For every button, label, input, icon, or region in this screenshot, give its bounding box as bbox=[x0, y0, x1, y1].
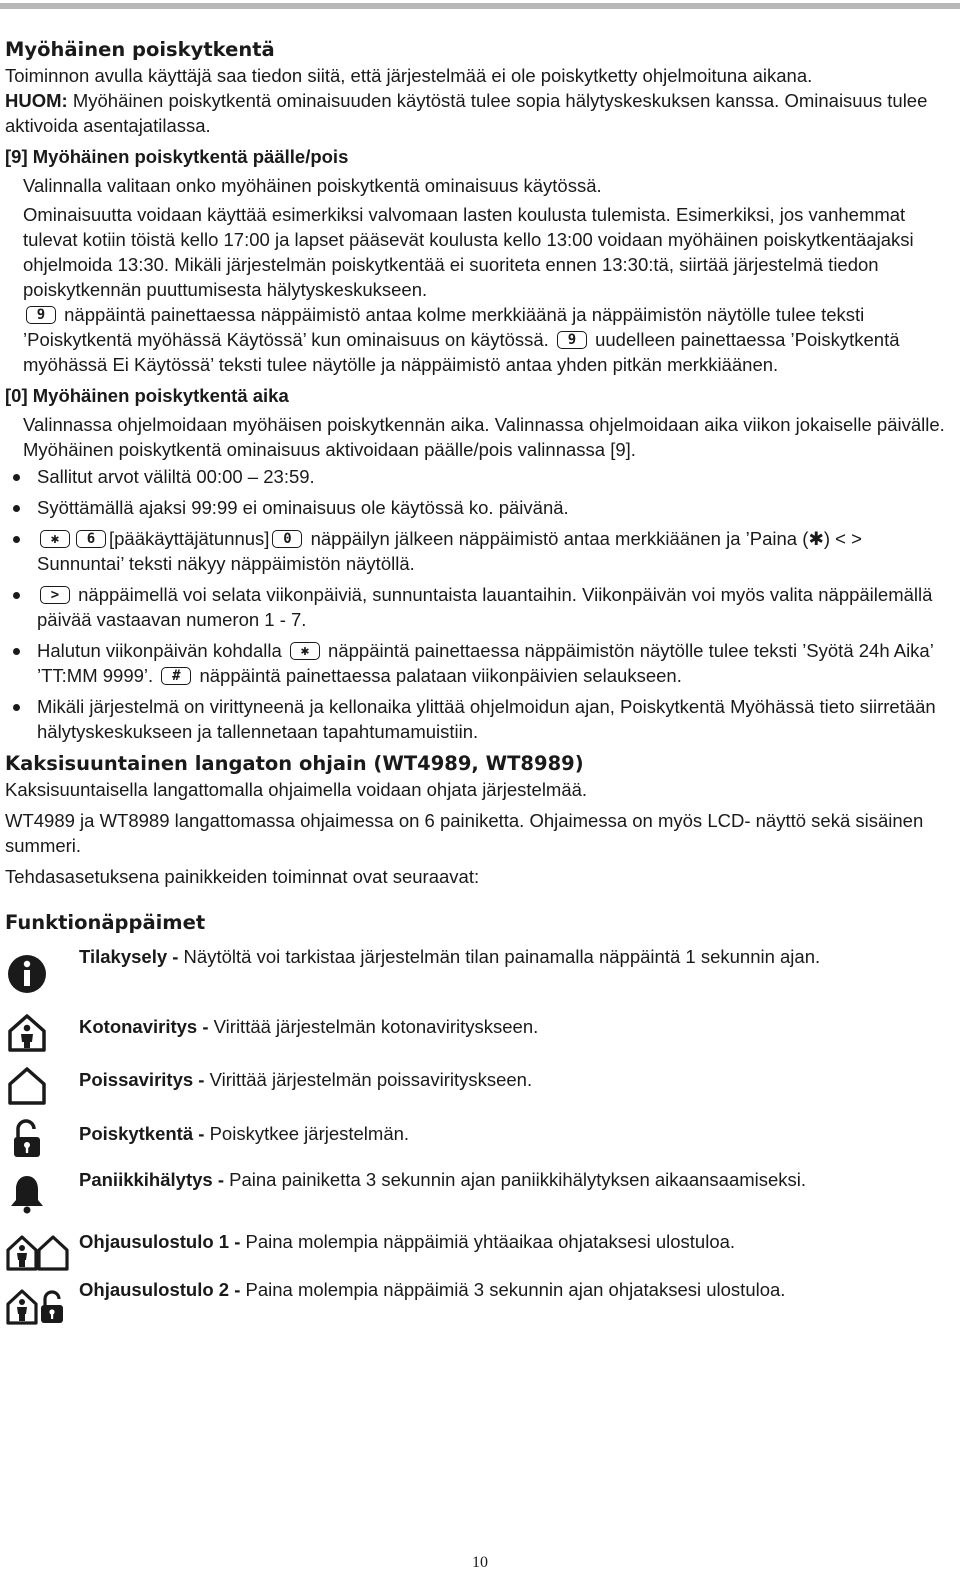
function-key-row bbox=[5, 944, 950, 1014]
away-arm-icon bbox=[5, 1063, 49, 1107]
bullet-icon bbox=[13, 536, 20, 543]
function-key-desc: Paina molempia näppäimiä 3 sekunnin ajan ohjataksesi ulostuloa. bbox=[240, 1279, 786, 1300]
note-paragraph bbox=[5, 88, 950, 138]
bullet-icon bbox=[13, 592, 20, 599]
function-key-row bbox=[5, 1167, 950, 1229]
key-9-icon: 9 bbox=[557, 331, 587, 349]
top-rule bbox=[0, 3, 960, 9]
function-key-desc: Virittää järjestelmän poissavirityskseen. bbox=[204, 1069, 533, 1090]
function-key-desc: Näytöltä voi tarkistaa järjestelmän tilan painamalla näppäintä 1 sekunnin ajan. bbox=[178, 946, 821, 967]
section-title-wireless-key: Kaksisuuntainen langaton ohjain (WT4989, WT8989) bbox=[5, 752, 584, 775]
function-key-name: Paniikkihälytys - bbox=[79, 1169, 224, 1190]
panic-icon bbox=[5, 1171, 49, 1215]
bullet-text: Halutun viikonpäivän kohdalla bbox=[37, 640, 287, 661]
wireless-paragraph-3: Tehdasasetuksena painikkeiden toiminnat ovat seuraavat: bbox=[5, 866, 480, 887]
function-key-row bbox=[5, 1121, 950, 1167]
function-key-text bbox=[79, 1229, 891, 1254]
key-hash-icon: # bbox=[161, 667, 191, 685]
wireless-paragraph-2: WT4989 ja WT8989 langattomassa ohjaimessa on 6 painiketta. Ohjaimessa on myös LCD- näyttö sekä sisäinen summeri. bbox=[5, 810, 924, 856]
note-text: Myöhäinen poiskytkentä ominaisuuden käytöstä tulee sopia hälytyskeskuksen kanssa. Ominaisuus tulee aktivoida asentajatilassa. bbox=[5, 90, 928, 136]
function-key-desc: Paina molempia näppäimiä yhtäaikaa ohjataksesi ulostuloa. bbox=[240, 1231, 736, 1252]
bullet-text: Mikäli järjestelmä on virittyneenä ja kellonaika ylittää ohjelmoidun ajan, Poiskytkentä Myöhässä tieto siirretään hälytyskeskukseen ja tallennetaan tapahtumamuistiin. bbox=[37, 696, 936, 742]
bullet-text: näppäintä painettaessa näppäimistön näytölle tulee teksti ’Syötä 24h Aika’ ’TT:MM 9999’. bbox=[37, 640, 934, 686]
function-key-text bbox=[79, 1067, 891, 1092]
stay-arm-icon bbox=[5, 1010, 49, 1054]
function-key-name: Tilakysely - bbox=[79, 946, 179, 967]
option-9-p3-text-b: uudelleen painettaessa ’Poiskytkentä myöhässä Ei Käytössä’ teksti tulee näytölle ja näppäimistö antaa yhden pitkän merkkiäänen. bbox=[23, 329, 900, 375]
function-key-text bbox=[79, 1277, 891, 1302]
function-key-name: Poiskytkentä - bbox=[79, 1123, 205, 1144]
key-6-icon: 6 bbox=[76, 530, 106, 548]
bullet-text: Syöttämällä ajaksi 99:99 ei ominaisuus ole käytössä ko. päivänä. bbox=[37, 497, 569, 518]
option-9-paragraph-2: Ominaisuutta voidaan käyttää esimerkiksi valvomaan lasten koulusta tulemista. Esimerkiksi, jos vanhemmat tulevat kotiin töistä kello 17:00 ja lapset pääsevät koulusta kello 13:00 voidaan myöhäinen poiskytkentäajaksi ohjelmoida 13:30. Mikäli järjestelmän poiskytkentää ei suoriteta ennen 13:30:tä, siirtää järjestelmä tiedon poiskytkennän puuttumisesta hälytyskeskukseen. bbox=[23, 204, 914, 300]
key-star-icon: ✱ bbox=[290, 642, 320, 660]
section-title-late-to-close: Myöhäinen poiskytkentä bbox=[5, 38, 275, 61]
option-9-paragraph-1: Valinnalla valitaan onko myöhäinen poiskytkentä ominaisuus käytössä. bbox=[23, 175, 602, 196]
page-number: 10 bbox=[472, 1554, 488, 1571]
bullet-text: näppäintä painettaessa palataan viikonpäivien selaukseen. bbox=[194, 665, 682, 686]
function-key-row bbox=[5, 1067, 950, 1121]
key-right-arrow-icon: > bbox=[40, 586, 70, 604]
function-key-text bbox=[79, 944, 891, 969]
star-symbol: ✱ bbox=[808, 528, 824, 549]
function-key-name: Ohjausulostulo 1 - bbox=[79, 1231, 241, 1252]
bullet-icon bbox=[13, 704, 20, 711]
bullet-text: näppäimellä voi selata viikonpäiviä, sunnuntaista lauantaihin. Viikonpäivän voi myös valita näppäilemällä päivää vastaavan numeron 1 - 7. bbox=[37, 584, 933, 630]
function-key-row bbox=[5, 1014, 950, 1067]
option-0-bullets bbox=[5, 464, 950, 744]
function-key-text bbox=[79, 1167, 891, 1192]
function-key-list bbox=[5, 944, 950, 1337]
list-item bbox=[5, 464, 950, 489]
function-key-row bbox=[5, 1277, 950, 1337]
function-key-row bbox=[5, 1229, 950, 1277]
info-icon bbox=[5, 952, 49, 996]
disarm-icon bbox=[5, 1117, 49, 1161]
list-item bbox=[5, 526, 950, 576]
intro-paragraph: Toiminnon avulla käyttäjä saa tiedon siitä, että järjestelmää ei ole poiskytketty ohjelmoituna aikana. bbox=[5, 65, 813, 86]
list-item bbox=[5, 694, 950, 744]
list-item bbox=[5, 495, 950, 520]
bullet-text: Sallitut arvot väliltä 00:00 – 23:59. bbox=[37, 466, 315, 487]
wireless-paragraph-1: Kaksisuuntaisella langattomalla ohjaimella voidaan ohjata järjestelmää. bbox=[5, 779, 588, 800]
function-key-text bbox=[79, 1121, 891, 1146]
function-key-text bbox=[79, 1014, 891, 1039]
note-label: HUOM: bbox=[5, 90, 68, 111]
bullet-icon bbox=[13, 505, 20, 512]
bullet-icon bbox=[13, 648, 20, 655]
bullet-text: [pääkäyttäjätunnus] bbox=[109, 528, 270, 549]
output-2-icon bbox=[5, 1283, 69, 1327]
function-key-name: Ohjausulostulo 2 - bbox=[79, 1279, 241, 1300]
function-key-desc: Virittää järjestelmän kotonavirityskseen. bbox=[208, 1016, 539, 1037]
list-item bbox=[5, 638, 950, 688]
function-key-desc: Paina painiketta 3 sekunnin ajan paniikkihälytyksen aikaansaamiseksi. bbox=[223, 1169, 807, 1190]
key-star-icon: ✱ bbox=[40, 530, 70, 548]
list-item bbox=[5, 582, 950, 632]
document-page bbox=[5, 36, 950, 1337]
bullet-text: ) < > Sunnuntai’ teksti näkyy näppäimistön näytöllä. bbox=[37, 528, 862, 574]
function-key-name: Kotonaviritys - bbox=[79, 1016, 209, 1037]
option-9-heading: [9] Myöhäinen poiskytkentä päälle/pois bbox=[5, 146, 349, 167]
output-1-icon bbox=[5, 1229, 69, 1273]
bullet-icon bbox=[13, 474, 20, 481]
option-0-paragraph: Valinnassa ohjelmoidaan myöhäisen poiskytkennän aika. Valinnassa ohjelmoidaan aika viikon jokaiselle päivälle. Myöhäinen poiskytkentä ominaisuus aktivoidaan päälle/pois valinnassa [9]. bbox=[23, 414, 945, 460]
key-9-icon: 9 bbox=[26, 306, 56, 324]
option-9-paragraph-3 bbox=[5, 302, 950, 377]
bullet-text: näppäilyn jälkeen näppäimistö antaa merkkiäänen ja ’Paina ( bbox=[305, 528, 809, 549]
function-key-name: Poissaviritys - bbox=[79, 1069, 205, 1090]
option-0-heading: [0] Myöhäinen poiskytkentä aika bbox=[5, 385, 289, 406]
section-title-function-keys: Funktionäppäimet bbox=[5, 911, 206, 934]
option-9-p3-text-a: näppäintä painettaessa näppäimistö antaa kolme merkkiäänä ja näppäimistön näytölle tulee teksti ’Poiskytkentä myöhässä Käytössä’ kun ominaisuus on käytössä. bbox=[23, 304, 865, 350]
function-key-desc: Poiskytkee järjestelmän. bbox=[204, 1123, 410, 1144]
key-0-icon: 0 bbox=[272, 530, 302, 548]
